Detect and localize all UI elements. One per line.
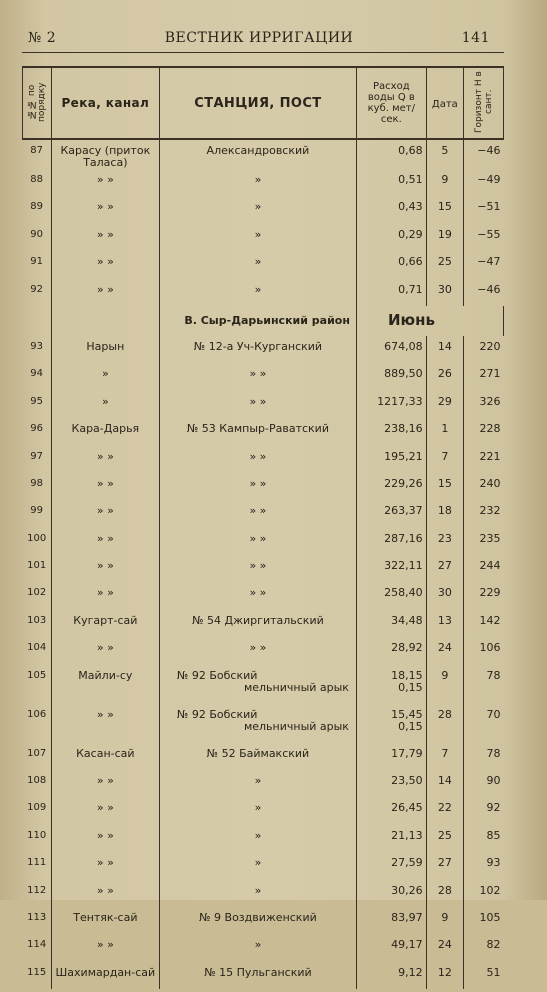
cell-discharge: 0,66 — [356, 251, 426, 278]
cell-station: » » — [159, 391, 356, 418]
cell-station: » — [159, 880, 356, 907]
cell-order: 97 — [23, 446, 52, 473]
table-row — [23, 770, 504, 797]
cell-horizon: −51 — [477, 200, 501, 214]
table-row — [23, 610, 504, 637]
cell-date: 18 — [426, 500, 463, 527]
cell-discharge: 674,08 — [356, 336, 426, 363]
data-table — [22, 66, 504, 989]
cell-station: » — [159, 169, 356, 196]
cell-discharge: 238,16 — [356, 418, 426, 445]
cell-river: » » — [51, 797, 159, 824]
table-row — [23, 637, 504, 664]
cell-date: 12 — [426, 962, 463, 989]
discharge-line-2: 0,15 — [398, 719, 423, 733]
cell-river: Тентяк-сай — [51, 907, 159, 934]
table-row — [23, 907, 504, 934]
cell-order: 100 — [23, 528, 52, 555]
cell-river: » » — [51, 224, 159, 251]
cell-order: 102 — [23, 582, 52, 609]
cell-discharge: 0,29 — [356, 224, 426, 251]
cell-date: 28 — [426, 704, 463, 743]
cell-horizon: 244 — [479, 559, 501, 573]
cell-station: № 53 Кампыр-Раватский — [159, 418, 356, 445]
cell-date: 13 — [426, 610, 463, 637]
cell-horizon: 271 — [479, 367, 501, 381]
cell-station: » — [159, 224, 356, 251]
cell-horizon: 82 — [486, 938, 501, 952]
table-row — [23, 500, 504, 527]
cell-river: » » — [51, 880, 159, 907]
cell-station: » — [159, 196, 356, 223]
cell-date: 9 — [426, 907, 463, 934]
cell-station: » » — [159, 473, 356, 500]
cell-horizon: −47 — [477, 255, 501, 269]
cell-river: » » — [51, 770, 159, 797]
cell-river: Касан-сай — [51, 743, 159, 770]
cell-date: 27 — [426, 852, 463, 879]
table-row — [23, 251, 504, 278]
cell-horizon: 78 — [486, 746, 501, 760]
table-row — [23, 704, 504, 743]
cell-discharge: 9,12 — [356, 962, 426, 989]
cell-order: 104 — [23, 637, 52, 664]
cell-horizon: 220 — [479, 339, 501, 353]
cell-horizon: −46 — [477, 144, 501, 157]
cell-discharge: 0,68 — [356, 139, 426, 169]
running-header — [28, 30, 490, 52]
cell-order: 105 — [23, 665, 52, 704]
station-line-1: № 92 Бобский — [176, 707, 258, 721]
cell-station: » — [159, 251, 356, 278]
cell-station: № 54 Джиргитальский — [159, 610, 356, 637]
cell-horizon: 229 — [479, 586, 501, 600]
cell-river: » » — [51, 251, 159, 278]
cell-date: 25 — [426, 825, 463, 852]
cell-river: Карасу (приток Таласа) — [51, 139, 159, 169]
table-header-row — [23, 67, 504, 139]
cell-discharge: 195,21 — [356, 446, 426, 473]
cell-discharge: 27,59 — [356, 852, 426, 879]
cell-station: » » — [159, 582, 356, 609]
cell-date: 15 — [426, 196, 463, 223]
cell-date: 9 — [426, 169, 463, 196]
cell-station: » » — [159, 528, 356, 555]
table-row — [23, 852, 504, 879]
cell-station: » — [159, 770, 356, 797]
cell-river: » » — [51, 446, 159, 473]
table-row — [23, 224, 504, 251]
cell-horizon: 85 — [486, 828, 501, 842]
cell-discharge: 1217,33 — [356, 391, 426, 418]
cell-discharge: 28,92 — [356, 637, 426, 664]
journal-title: ВЕСТНИК ИРРИГАЦИИ — [164, 30, 354, 46]
cell-station: » — [159, 852, 356, 879]
cell-horizon: −46 — [477, 282, 501, 296]
cell-river: » » — [51, 169, 159, 196]
cell-river: » — [51, 391, 159, 418]
cell-river: Майли-су — [51, 665, 159, 704]
cell-discharge: 34,48 — [356, 610, 426, 637]
cell-horizon: 221 — [479, 449, 501, 463]
cell-discharge: 0,71 — [356, 279, 426, 306]
col-date-header: Дата — [426, 67, 463, 139]
table-row — [23, 962, 504, 989]
cell-date: 19 — [426, 224, 463, 251]
cell-discharge: 229,26 — [356, 473, 426, 500]
cell-order: 91 — [23, 251, 52, 278]
cell-date: 22 — [426, 797, 463, 824]
cell-order: 109 — [23, 797, 52, 824]
cell-discharge: 263,37 — [356, 500, 426, 527]
cell-river: Нарын — [51, 336, 159, 363]
cell-discharge: 0,51 — [356, 169, 426, 196]
cell-horizon: 232 — [479, 504, 501, 518]
cell-river: » » — [51, 852, 159, 879]
cell-order: 106 — [23, 704, 52, 743]
section-heading-row — [23, 306, 504, 336]
cell-river: » » — [51, 196, 159, 223]
cell-order: 114 — [23, 934, 52, 961]
table-row — [23, 363, 504, 390]
cell-horizon: 78 — [486, 668, 501, 682]
cell-order: 99 — [23, 500, 52, 527]
cell-river: Кара-Дарья — [51, 418, 159, 445]
cell-date: 26 — [426, 363, 463, 390]
col-river-header: Река, канал — [51, 67, 159, 139]
cell-horizon: 106 — [479, 641, 501, 655]
cell-horizon: 142 — [479, 613, 501, 627]
cell-river: » » — [51, 528, 159, 555]
table-row — [23, 279, 504, 306]
cell-date: 25 — [426, 251, 463, 278]
cell-discharge: 889,50 — [356, 363, 426, 390]
cell-discharge — [356, 704, 426, 743]
discharge-line-1: 15,45 — [391, 707, 423, 721]
col-horizon-header: Горизонт H в сант. — [464, 67, 504, 139]
section-month: Июнь — [387, 310, 435, 329]
station-line-2: мельничный арык — [243, 680, 349, 694]
issue-number: № 2 — [28, 30, 57, 46]
cell-horizon: 228 — [479, 422, 501, 436]
cell-river: » — [51, 363, 159, 390]
cell-date: 1 — [426, 418, 463, 445]
cell-order: 94 — [23, 363, 52, 390]
table-row — [23, 665, 504, 704]
cell-river: » » — [51, 704, 159, 743]
cell-order: 90 — [23, 224, 52, 251]
cell-order: 87 — [23, 139, 52, 169]
cell-river: » » — [51, 555, 159, 582]
cell-discharge: 0,43 — [356, 196, 426, 223]
cell-discharge: 17,79 — [356, 743, 426, 770]
cell-river: Кугарт-сай — [51, 610, 159, 637]
section-title: B. Сыр-Дарьинский район — [184, 313, 350, 327]
cell-river: » » — [51, 473, 159, 500]
table-row — [23, 555, 504, 582]
table-row — [23, 934, 504, 961]
cell-order: 115 — [23, 962, 52, 989]
cell-date: 14 — [426, 336, 463, 363]
cell-discharge: 21,13 — [356, 825, 426, 852]
cell-river: » » — [51, 500, 159, 527]
cell-station: » — [159, 279, 356, 306]
table-row — [23, 797, 504, 824]
cell-river: » » — [51, 934, 159, 961]
table-row — [23, 446, 504, 473]
cell-order: 110 — [23, 825, 52, 852]
cell-discharge: 322,11 — [356, 555, 426, 582]
cell-river: » » — [51, 637, 159, 664]
header-rule — [22, 52, 504, 53]
cell-horizon: 240 — [479, 476, 501, 490]
cell-order: 89 — [23, 196, 52, 223]
cell-date: 27 — [426, 555, 463, 582]
table-row — [23, 336, 504, 363]
cell-station: » » — [159, 637, 356, 664]
col-order-header: №№ по порядку — [23, 67, 52, 139]
cell-station — [159, 704, 356, 743]
cell-order: 108 — [23, 770, 52, 797]
cell-date: 24 — [426, 637, 463, 664]
cell-order: 111 — [23, 852, 52, 879]
cell-discharge: 287,16 — [356, 528, 426, 555]
cell-date: 9 — [426, 665, 463, 704]
cell-horizon: 51 — [486, 965, 501, 979]
cell-date: 7 — [426, 743, 463, 770]
cell-discharge: 30,26 — [356, 880, 426, 907]
col-discharge-header: Расход воды Q в куб. мет/сек. — [356, 67, 426, 139]
cell-station: » — [159, 797, 356, 824]
cell-station: № 9 Воздвиженский — [159, 907, 356, 934]
col-station-header: СТАНЦИЯ, ПОСТ — [159, 67, 356, 139]
cell-order: 113 — [23, 907, 52, 934]
cell-discharge: 49,17 — [356, 934, 426, 961]
cell-date: 15 — [426, 473, 463, 500]
cell-horizon: 235 — [479, 531, 501, 545]
cell-order: 103 — [23, 610, 52, 637]
page-number: 141 — [461, 30, 490, 46]
cell-date: 28 — [426, 880, 463, 907]
table-row — [23, 825, 504, 852]
cell-order: 88 — [23, 169, 52, 196]
cell-discharge: 83,97 — [356, 907, 426, 934]
table-row — [23, 880, 504, 907]
table-row — [23, 582, 504, 609]
cell-discharge — [356, 665, 426, 704]
cell-river: » » — [51, 582, 159, 609]
cell-horizon: −49 — [477, 173, 501, 186]
cell-order: 112 — [23, 880, 52, 907]
cell-date: 29 — [426, 391, 463, 418]
station-line-1: № 92 Бобский — [176, 668, 258, 682]
table-row — [23, 196, 504, 223]
cell-horizon: 105 — [479, 910, 501, 924]
station-line-2: мельничный арык — [243, 719, 349, 733]
cell-date: 30 — [426, 582, 463, 609]
table-row — [23, 528, 504, 555]
cell-date: 14 — [426, 770, 463, 797]
cell-horizon: −55 — [477, 227, 501, 241]
cell-horizon: 90 — [486, 774, 501, 788]
discharge-line-2: 0,15 — [398, 680, 423, 694]
cell-date: 30 — [426, 279, 463, 306]
cell-station: № 52 Баймакский — [159, 743, 356, 770]
cell-order: 92 — [23, 279, 52, 306]
cell-date: 24 — [426, 934, 463, 961]
cell-discharge: 258,40 — [356, 582, 426, 609]
table-row — [23, 169, 504, 196]
cell-horizon: 93 — [486, 856, 501, 870]
cell-date: 7 — [426, 446, 463, 473]
table-row — [23, 391, 504, 418]
cell-discharge: 26,45 — [356, 797, 426, 824]
cell-river: » » — [51, 825, 159, 852]
cell-date: 23 — [426, 528, 463, 555]
cell-station: » » — [159, 363, 356, 390]
cell-station: » — [159, 825, 356, 852]
cell-order: 95 — [23, 391, 52, 418]
cell-station: № 12-а Уч-Курганский — [159, 336, 356, 363]
cell-station: » — [159, 934, 356, 961]
cell-order: 98 — [23, 473, 52, 500]
discharge-line-1: 18,15 — [391, 668, 423, 682]
table-row — [23, 418, 504, 445]
table-row — [23, 743, 504, 770]
cell-river: » » — [51, 279, 159, 306]
cell-station: » » — [159, 555, 356, 582]
cell-order: 96 — [23, 418, 52, 445]
cell-horizon: 326 — [479, 394, 501, 408]
cell-station: Александровский — [159, 139, 356, 169]
cell-station: » » — [159, 500, 356, 527]
cell-horizon: 102 — [479, 883, 501, 897]
cell-river: Шахимардан-сай — [51, 962, 159, 989]
cell-station — [159, 665, 356, 704]
cell-date: 5 — [426, 139, 463, 169]
cell-horizon: 70 — [486, 707, 501, 721]
cell-order: 107 — [23, 743, 52, 770]
cell-order: 101 — [23, 555, 52, 582]
table-row — [23, 139, 504, 169]
cell-station: » » — [159, 446, 356, 473]
cell-order: 93 — [23, 336, 52, 363]
cell-discharge: 23,50 — [356, 770, 426, 797]
table-row — [23, 473, 504, 500]
cell-horizon: 92 — [486, 801, 501, 815]
cell-station: № 15 Пульганский — [159, 962, 356, 989]
